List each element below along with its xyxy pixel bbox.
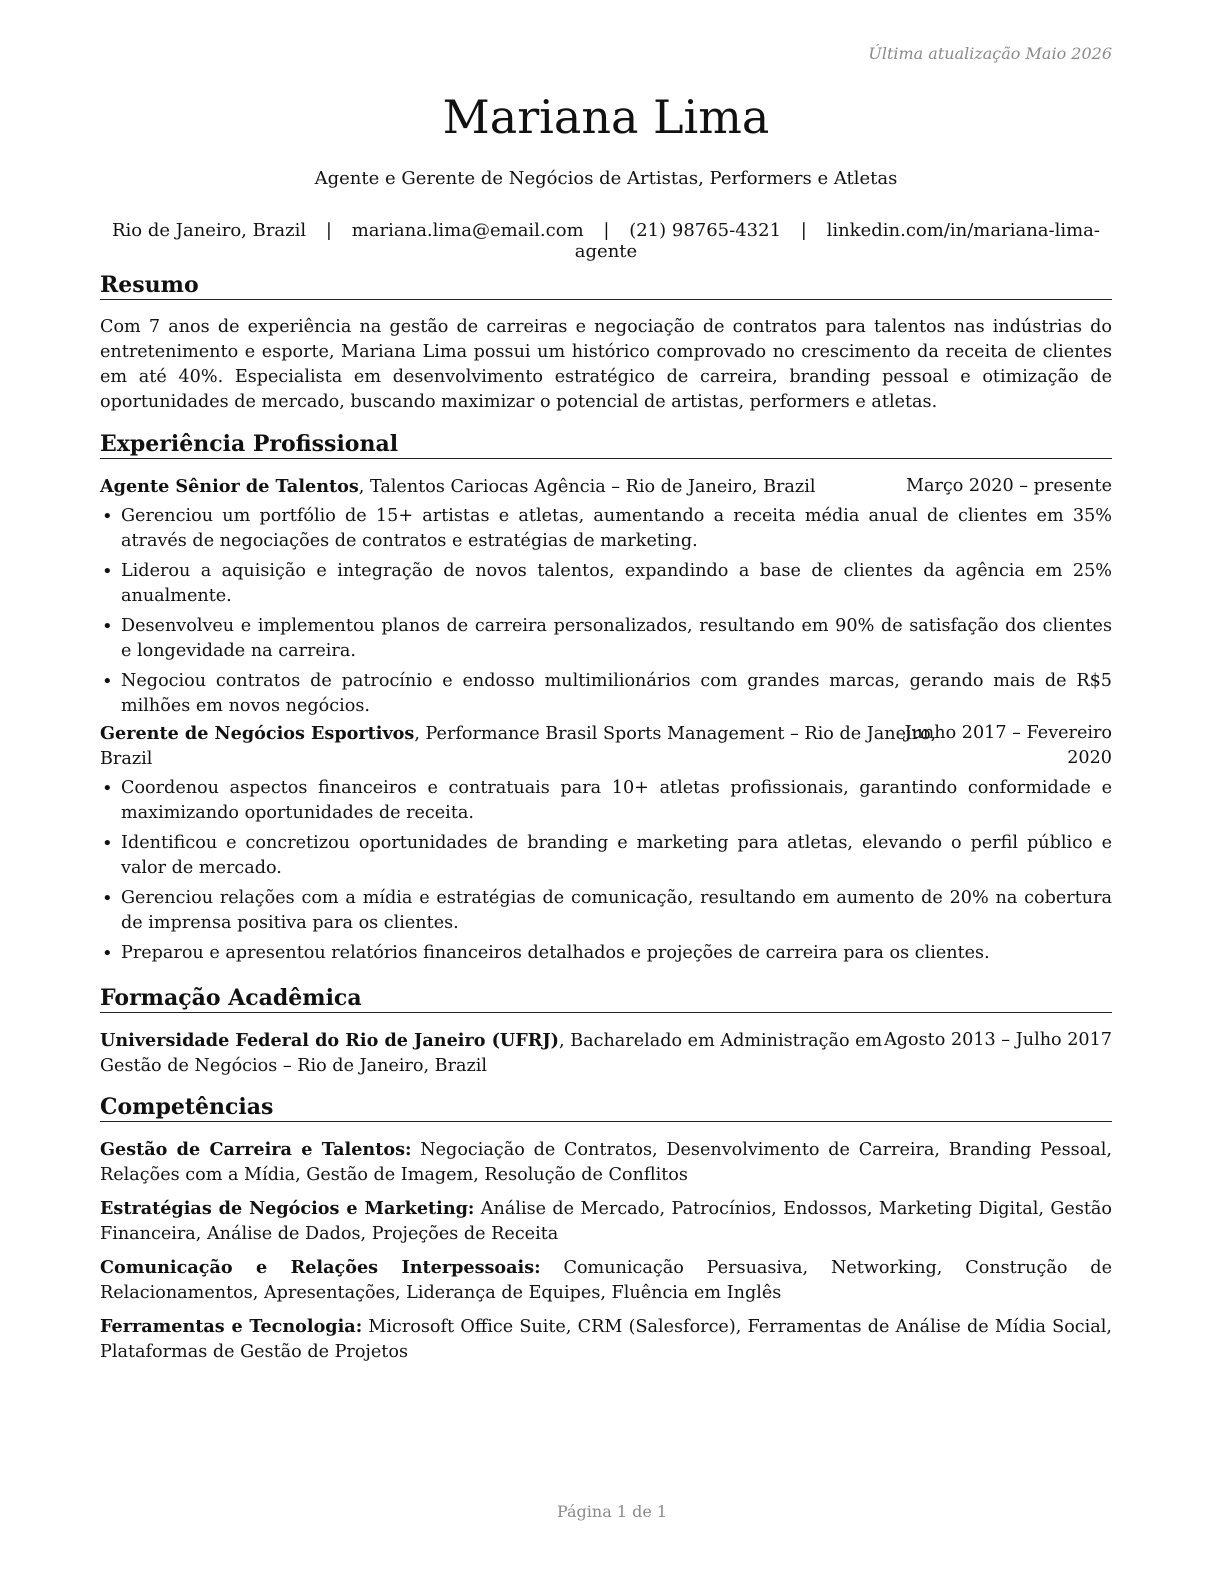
skill-text: Microsoft Office Suite, CRM (Salesforce), Ferramentas de Análise de Mídia Social, Plataformas de Gestão de Projetos — [100, 1317, 1112, 1362]
list-item: • Desenvolveu e implementou planos de carreira personalizados, resultando em 90% de satisfação dos clientes e longevidade na carreira. — [100, 614, 1112, 664]
last-updated: Última atualização Maio 2026 — [868, 44, 1112, 63]
job-company: , Talentos Cariocas Agência – Rio de Janeiro, Brazil — [358, 477, 816, 497]
candidate-name: Mariana Lima — [442, 90, 770, 144]
section-title-summary: Resumo — [100, 272, 1112, 300]
job-dates-start: Junho 2017 – Fevereiro — [904, 723, 1112, 743]
job-dates — [905, 721, 1112, 771]
page-number: Página 1 de 1 — [556, 1502, 668, 1521]
job-role: Gerente de Negócios Esportivos — [100, 723, 415, 744]
list-item: • Coordenou aspectos financeiros e contratuais para 10+ atletas profissionais, garantindo conformidade e maximizando oportunidades de receita. — [100, 776, 1112, 826]
contact-location: Rio de Janeiro, Brazil — [112, 220, 307, 241]
skill-label: Estratégias de Negócios e Marketing: — [100, 1198, 475, 1219]
job-bullets — [100, 504, 1112, 724]
contact-separator: | — [603, 220, 610, 241]
job-bullets — [100, 776, 1112, 971]
job-company: , Performance Brasil Sports Management – Rio de Janeiro, — [414, 724, 937, 744]
contact-line — [100, 220, 1112, 262]
job-company-cont: Brazil — [100, 749, 153, 769]
section-title-skills: Competências — [100, 1094, 1112, 1122]
job-header — [100, 721, 1112, 772]
education-degree-cont: Gestão de Negócios – Rio de Janeiro, Brazil — [100, 1056, 488, 1076]
skill-label: Ferramentas e Tecnologia: — [100, 1316, 363, 1337]
job-header — [100, 474, 1112, 500]
skill-label: Comunicação e Relações Interpessoais: — [100, 1257, 541, 1278]
education-dates: Agosto 2013 – Julho 2017 — [884, 1030, 1112, 1050]
list-item: • Gerenciou relações com a mídia e estratégias de comunicação, resultando em aumento de 20% na cobertura de imprensa positiva para os clientes. — [100, 886, 1112, 936]
skill-group — [100, 1137, 1112, 1188]
skill-label: Gestão de Carreira e Talentos: — [100, 1139, 412, 1160]
job-dates: Março 2020 – presente — [905, 476, 1112, 496]
education-entry — [100, 1028, 1112, 1079]
skill-group — [100, 1314, 1112, 1365]
contact-separator: | — [800, 220, 807, 241]
summary-text: Com 7 anos de experiência na gestão de carreiras e negociação de contratos para talentos nas indústrias do entretenimento e esporte, Mariana Lima possui um histórico comprovado no crescimento da receita de clientes em até 40%. Especialista em desenvolvimento estratégico de carreira, branding pessoal e otimização de oportunidades de mercado, buscando maximizar o potencial de artistas, performers e atletas. — [100, 317, 1112, 412]
skill-group — [100, 1255, 1112, 1306]
contact-separator: | — [325, 220, 332, 241]
skill-text: Negociação de Contratos, Desenvolvimento de Carreira, Branding Pessoal, Relações com a Mídia, Gestão de Imagem, Resolução de Conflitos — [100, 1140, 1112, 1185]
education-degree: , Bacharelado em Administração em — [559, 1031, 883, 1051]
skill-text: Análise de Mercado, Patrocínios, Endossos, Marketing Digital, Gestão Financeira, Análise de Dados, Projeções de Receita — [100, 1199, 1112, 1244]
skill-group — [100, 1196, 1112, 1247]
candidate-subtitle: Agente e Gerente de Negócios de Artistas, Performers e Atletas — [314, 168, 898, 189]
job-role: Agente Sênior de Talentos — [100, 476, 359, 497]
list-item: • Preparou e apresentou relatórios financeiros detalhados e projeções de carreira para os clientes. — [100, 941, 1112, 966]
list-item: • Identificou e concretizou oportunidades de branding e marketing para atletas, elevando o perfil público e valor de mercado. — [100, 831, 1112, 881]
list-item: • Negociou contratos de patrocínio e endosso multimilionários com grandes marcas, gerando mais de R$5 milhões em novos negócios. — [100, 669, 1112, 719]
job-dates-end: 2020 — [1067, 748, 1112, 768]
section-title-experience: Experiência Profissional — [100, 431, 1112, 459]
contact-linkedin[interactable]: linkedin.com/in/mariana-lima-agente — [574, 220, 1100, 262]
education-school: Universidade Federal do Rio de Janeiro (UFRJ) — [100, 1030, 560, 1051]
list-item: • Liderou a aquisição e integração de novos talentos, expandindo a base de clientes da agência em 25% anualmente. — [100, 559, 1112, 609]
section-title-education: Formação Acadêmica — [100, 985, 1112, 1013]
contact-phone: (21) 98765-4321 — [629, 220, 782, 241]
skill-text: Comunicação Persuasiva, Networking, Construção de Relacionamentos, Apresentações, Liderança de Equipes, Fluência em Inglês — [100, 1258, 1112, 1303]
contact-email[interactable]: mariana.lima@email.com — [351, 220, 584, 241]
list-item: • Gerenciou um portfólio de 15+ artistas e atletas, aumentando a receita média anual de clientes em 35% através de negociações de contratos e estratégias de marketing. — [100, 504, 1112, 554]
